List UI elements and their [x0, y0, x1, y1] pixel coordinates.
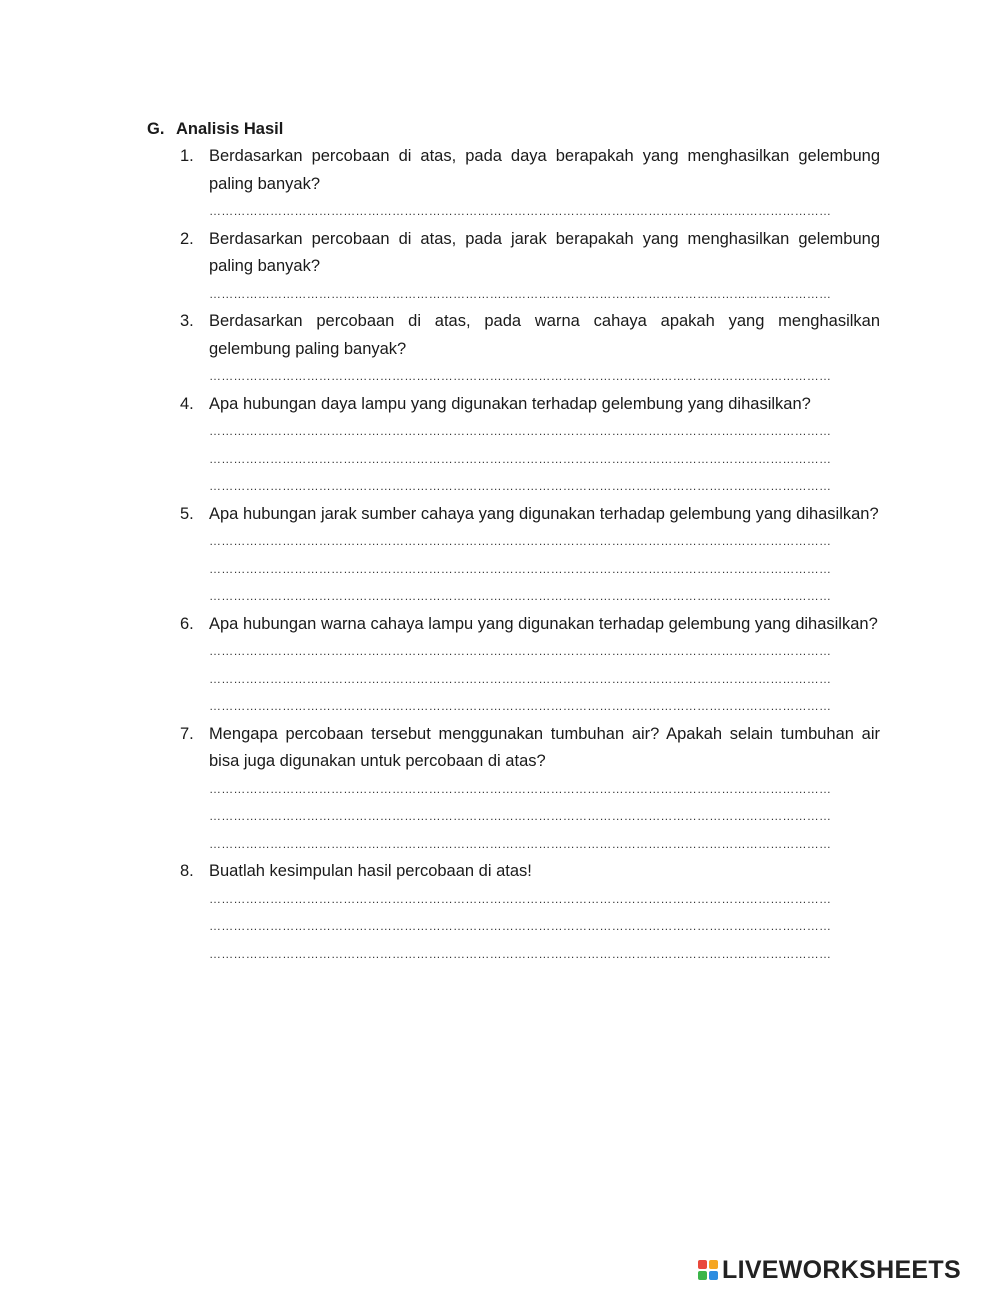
- answer-line[interactable]: ………………………………………………………………………………………………………………………………………: [209, 589, 832, 603]
- analysis-section: [147, 116, 880, 968]
- question-number: 8.: [180, 862, 194, 880]
- question-number: 3.: [180, 312, 194, 330]
- logo-square-2: [709, 1260, 718, 1269]
- question-text: Apa hubungan jarak sumber cahaya yang digunakan terhadap gelembung yang dihasilkan?: [209, 504, 879, 523]
- question-item: [147, 143, 880, 226]
- question-number: 2.: [180, 229, 194, 248]
- logo-square-3: [698, 1271, 707, 1280]
- answer-line[interactable]: ………………………………………………………………………………………………………………………………………: [209, 946, 832, 961]
- question-item: [147, 611, 880, 721]
- question-item: [147, 721, 880, 859]
- answer-line[interactable]: ………………………………………………………………………………………………………………………………………: [209, 809, 832, 823]
- question-text: Berdasarkan percobaan di atas, pada daya berapakah yang menghasilkan gelembung paling banyak?: [209, 147, 880, 193]
- answer-line[interactable]: ………………………………………………………………………………………………………………………………………: [209, 891, 832, 906]
- answer-line[interactable]: ………………………………………………………………………………………………………………………………………: [209, 699, 832, 713]
- answer-line[interactable]: ………………………………………………………………………………………………………………………………………: [209, 204, 832, 218]
- liveworksheets-logo: [698, 1256, 961, 1284]
- answer-line[interactable]: ………………………………………………………………………………………………………………………………………: [209, 451, 832, 466]
- question-number: 4.: [180, 394, 194, 413]
- section-title: Analisis Hasil: [176, 120, 284, 138]
- question-item: [147, 308, 880, 391]
- question-text: Berdasarkan percobaan di atas, pada warna cahaya apakah yang menghasilkan gelembung paling banyak?: [209, 312, 880, 358]
- question-text: Apa hubungan warna cahaya lampu yang digunakan terhadap gelembung yang dihasilkan?: [209, 614, 878, 633]
- question-number: 5.: [180, 504, 194, 523]
- answer-line[interactable]: ………………………………………………………………………………………………………………………………………: [209, 479, 832, 493]
- question-item: [147, 501, 880, 611]
- question-number: 6.: [180, 614, 194, 633]
- answer-line[interactable]: ………………………………………………………………………………………………………………………………………: [209, 286, 832, 301]
- answer-line[interactable]: ………………………………………………………………………………………………………………………………………: [209, 836, 832, 851]
- question-text: Apa hubungan daya lampu yang digunakan terhadap gelembung yang dihasilkan?: [209, 394, 811, 413]
- question-text: Mengapa percobaan tersebut menggunakan tumbuhan air? Apakah selain tumbuhan air bisa juga digunakan untuk percobaan di atas?: [209, 724, 880, 770]
- section-letter: G.: [147, 120, 165, 138]
- question-item: [147, 858, 880, 968]
- answer-line[interactable]: ………………………………………………………………………………………………………………………………………: [209, 781, 832, 796]
- question-number: 1.: [180, 147, 194, 165]
- logo-square-4: [709, 1271, 718, 1280]
- question-item: [147, 226, 880, 309]
- answer-line[interactable]: ………………………………………………………………………………………………………………………………………: [209, 644, 832, 658]
- question-item: [147, 391, 880, 501]
- logo-square-1: [698, 1260, 707, 1269]
- logo-text: LIVEWORKSHEETS: [722, 1255, 961, 1284]
- question-text: Berdasarkan percobaan di atas, pada jarak berapakah yang menghasilkan gelembung paling banyak?: [209, 229, 880, 275]
- answer-line[interactable]: ………………………………………………………………………………………………………………………………………: [209, 919, 832, 933]
- answer-line[interactable]: ………………………………………………………………………………………………………………………………………: [209, 671, 832, 686]
- question-number: 7.: [180, 724, 194, 743]
- answer-line[interactable]: ………………………………………………………………………………………………………………………………………: [209, 561, 832, 576]
- answer-line[interactable]: ………………………………………………………………………………………………………………………………………: [209, 424, 832, 438]
- question-list: [147, 143, 880, 968]
- answer-line[interactable]: ………………………………………………………………………………………………………………………………………: [209, 369, 832, 383]
- answer-line[interactable]: ………………………………………………………………………………………………………………………………………: [209, 534, 832, 548]
- liveworksheets-logo-icon: [698, 1260, 718, 1280]
- question-text: Buatlah kesimpulan hasil percobaan di atas!: [209, 862, 532, 880]
- section-heading: [147, 116, 880, 143]
